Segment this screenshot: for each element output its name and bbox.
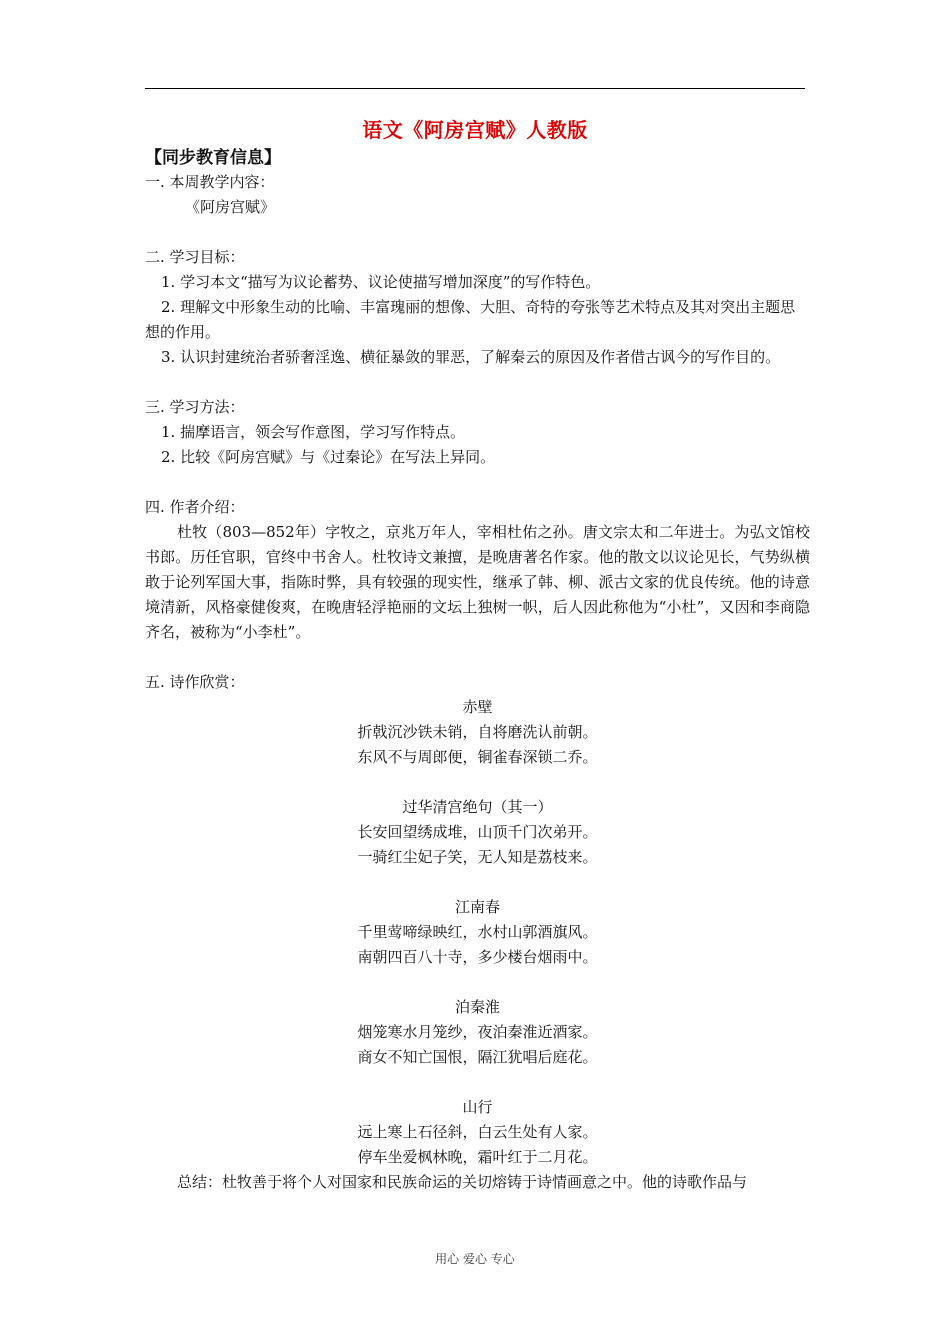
poem-line: 千里莺啼绿映红，水村山郭酒旗风。 (357, 923, 598, 941)
poem (145, 895, 810, 970)
poem-line: 烟笼寒水月笼纱，夜泊秦淮近酒家。 (357, 1023, 598, 1041)
poem-line: 停车坐爱枫林晚，霜叶红于二月花。 (357, 1148, 598, 1166)
poem (145, 695, 810, 770)
poem-line: 商女不知亡国恨，隔江犹唱后庭花。 (357, 1048, 598, 1066)
section-2-heading: 二. 学习目标： (145, 248, 245, 266)
section-header: 【同步教育信息】 (145, 148, 281, 168)
poem-title: 泊秦淮 (454, 998, 500, 1016)
poem (145, 995, 810, 1070)
method-item: 1. 揣摩语言，领会写作意图，学习写作特点。 (161, 423, 466, 441)
poem (145, 1095, 810, 1170)
poem-title: 赤壁 (462, 698, 493, 716)
document-title: 语文《阿房宫赋》人教版 (362, 118, 588, 142)
section-4-heading: 四. 作者介绍： (145, 498, 245, 516)
section-1-heading: 一. 本周教学内容： (145, 173, 275, 191)
goal-item: 3. 认识封建统治者骄奢淫逸、横征暴敛的罪恶，了解秦云的原因及作者借古讽今的写作目的。 (161, 348, 781, 366)
header-rule (145, 88, 805, 89)
poem (145, 795, 810, 870)
author-paragraph: 杜牧（803—852年）字牧之，京兆万年人，宰相杜佑之孙。唐文宗太和二年进士。为弘文馆校书郎。历任官职，官终中书舍人。杜牧诗文兼擅，是晚唐著名作家。他的散文以议论见长，气势纵横敢于论列军国大事，指陈时弊，具有较强的现实性，继承了韩、柳、派古文家的优良传统。他的诗意境清新，风格豪健俊爽，在晚唐轻浮艳丽的文坛上独树一帜，后人因此称他为“小杜”，又因和李商隐齐名，被称为“小李杜”。 (145, 523, 810, 641)
document-body (145, 146, 810, 1195)
poem-line: 长安回望绣成堆，山顶千门次弟开。 (357, 823, 598, 841)
poem-line: 远上寒上石径斜，白云生处有人家。 (357, 1123, 598, 1141)
summary-paragraph: 总结：杜牧善于将个人对国家和民族命运的关切熔铸于诗情画意之中。他的诗歌作品与 (177, 1173, 748, 1191)
section-3-heading: 三. 学习方法： (145, 398, 245, 416)
method-item: 2. 比较《阿房宫赋》与《过秦论》在写法上异同。 (161, 448, 496, 466)
goal-item: 1. 学习本文“描写为议论蓄势、议论使描写增加深度”的写作特色。 (161, 273, 601, 291)
poem-line: 东风不与周郎便，铜雀春深锁二乔。 (357, 748, 598, 766)
poem-title: 江南春 (454, 898, 500, 916)
section-5-heading: 五. 诗作欣赏： (145, 673, 245, 691)
goal-item: 2. 理解文中形象生动的比喻、丰富瑰丽的想像、大胆、奇特的夸张等艺术特点及其对突出主题思想的作用。 (145, 298, 796, 341)
poem-title: 过华清宫绝句（其一） (402, 798, 553, 816)
poem-line: 折戟沉沙铁未销，自将磨洗认前朝。 (357, 723, 598, 741)
page-footer: 用心 爱心 专心 (435, 1252, 515, 1266)
poem-line: 一骑红尘妃子笑，无人知是荔枝来。 (357, 848, 598, 866)
poem-line: 南朝四百八十寺，多少楼台烟雨中。 (357, 948, 598, 966)
poem-title: 山行 (462, 1098, 493, 1116)
section-1-item: 《阿房宫赋》 (185, 198, 276, 216)
